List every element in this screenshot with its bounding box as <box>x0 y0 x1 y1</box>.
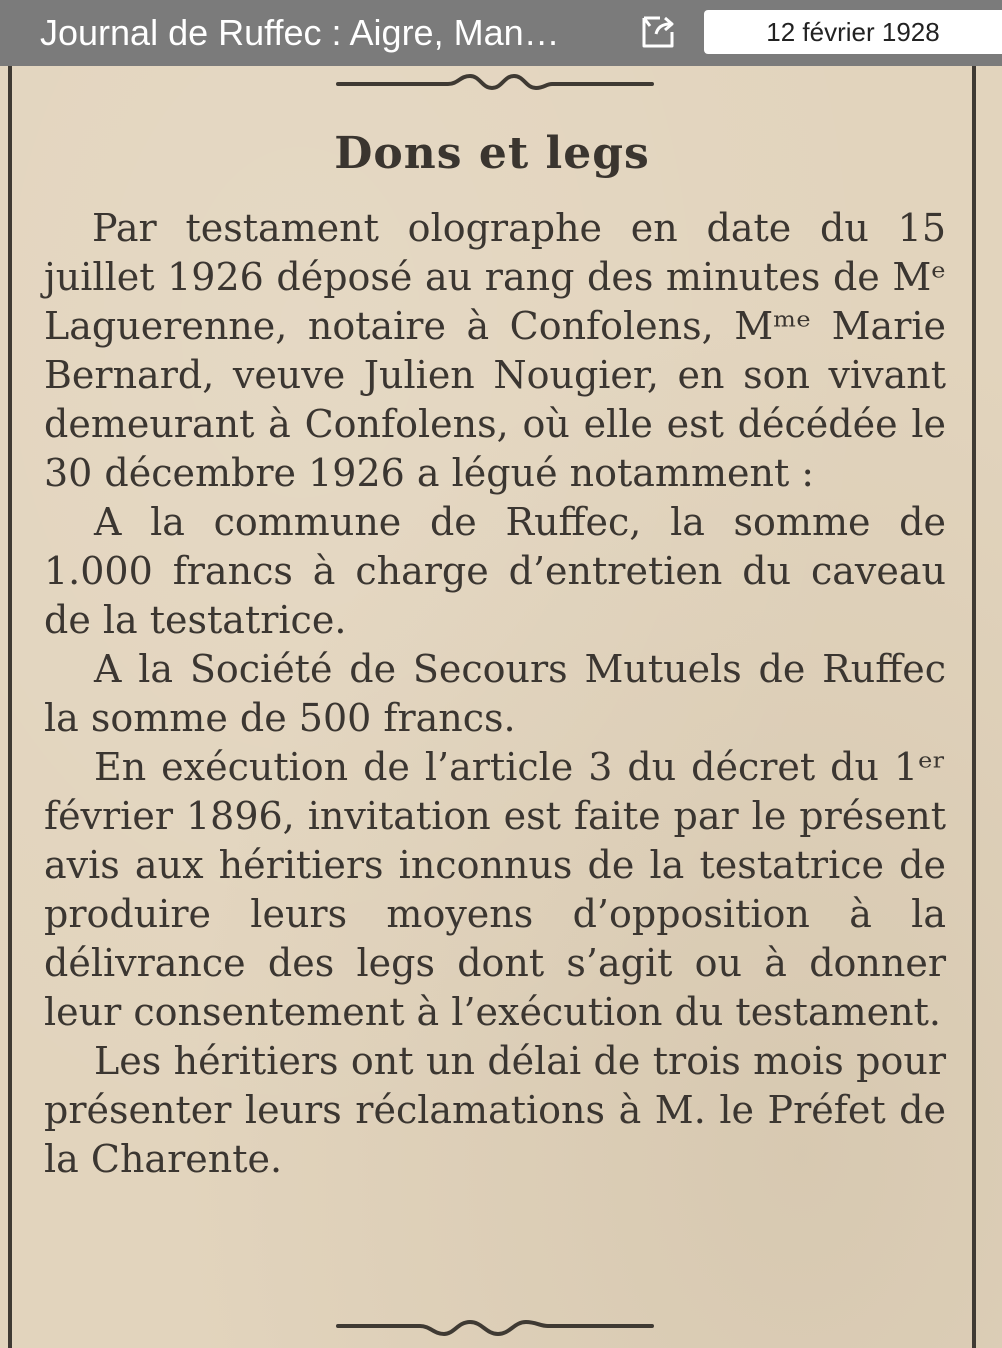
newspaper-scan <box>0 66 1002 1348</box>
share-icon <box>636 12 680 52</box>
document-title[interactable]: Journal de Ruffec : Aigre, Man… <box>40 12 560 53</box>
article-title: Dons et legs <box>334 128 650 179</box>
column-rule-left <box>8 66 12 1348</box>
top-flourish-ornament <box>330 68 660 98</box>
share-button[interactable] <box>636 12 680 52</box>
date-selector[interactable]: 12 février 1928 <box>704 10 1002 54</box>
paragraph-execution-decret: En exécution de l’article 3 du décret du 1ᵉʳ février 1896, invitation est faite par le présent avis aux héritiers inconnus de la testatrice de produire leurs moyens d’opposition à la délivrance des legs dont s’agit ou à donner leur consentement à l’exécution du testament. <box>44 745 946 1034</box>
paragraph-testament: Par testament olographe en date du 15 juillet 1926 déposé au rang des minutes de Mᵉ Laguerenne, notaire à Confolens, Mᵐᵉ Marie Bernard, veuve Julien Nougier, en son vivant demeurant à Confolens, où elle est décédée le 30 décembre 1926 a légué notamment : <box>44 206 946 495</box>
column-rule-right <box>972 66 976 1348</box>
bottom-flourish-ornament <box>330 1312 660 1342</box>
paragraph-commune-ruffec: A la commune de Ruffec, la somme de 1.000 francs à charge d’entretien du caveau de la testatrice. <box>44 500 946 642</box>
article-body <box>44 204 946 1184</box>
paragraph-delai: Les héritiers ont un délai de trois mois pour présenter leurs réclamations à M. le Préfet de la Charente. <box>44 1039 946 1181</box>
paragraph-societe-secours: A la Société de Secours Mutuels de Ruffec la somme de 500 francs. <box>44 647 946 740</box>
viewer-toolbar <box>0 0 1002 66</box>
